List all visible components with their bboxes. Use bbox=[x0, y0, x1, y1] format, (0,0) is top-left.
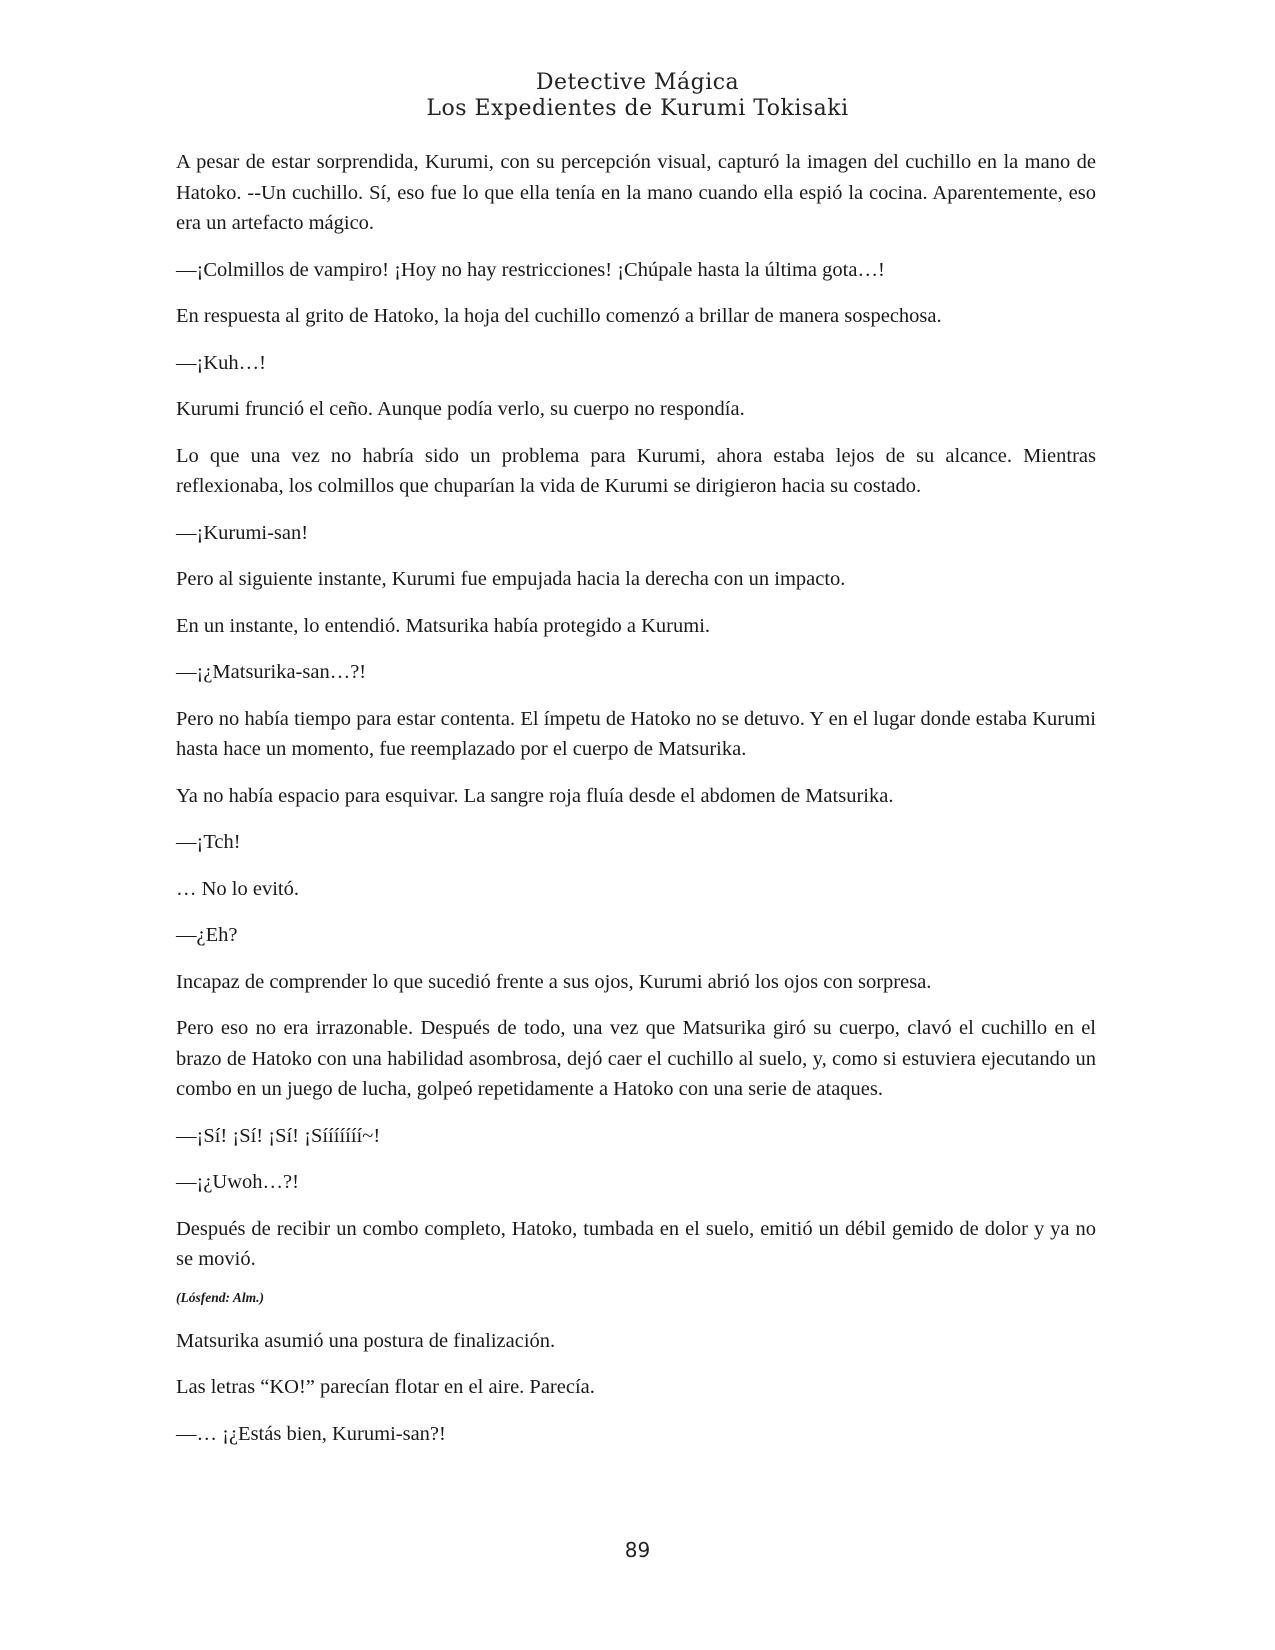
header-subtitle: Los Expedientes de Kurumi Tokisaki bbox=[426, 96, 849, 121]
paragraph: En un instante, lo entendió. Matsurika había protegido a Kurumi. bbox=[176, 614, 711, 637]
paragraph: —¿Eh? bbox=[176, 924, 238, 946]
paragraph: —… ¡¿Estás bien, Kurumi-san?! bbox=[176, 1422, 446, 1445]
paragraph: —¡¿Matsurika-san…?! bbox=[176, 661, 367, 683]
paragraph: Pero eso no era irrazonable. Después de todo, una vez que Matsurika giró su cuerpo, clavó el cuchillo en el brazo de Hatoko con una habilidad asombrosa, dejó caer el cuchillo al suelo, y, como si estuviera ejecutando un combo en un juego de lucha, golpeó repetidamente a Hatoko con una serie de ataques. bbox=[176, 1017, 1096, 1100]
paragraph: Después de recibir un combo completo, Hatoko, tumbada en el suelo, emitió un débil gemido de dolor y ya no se movió. bbox=[176, 1217, 1096, 1270]
header-title: Detective Mágica bbox=[535, 70, 740, 95]
paragraph: —¡Tch! bbox=[176, 831, 241, 853]
paragraph: Las letras “KO!” parecían flotar en el aire. Parecía. bbox=[176, 1376, 595, 1398]
paragraph: —¡Sí! ¡Sí! ¡Sí! ¡Sííííííí~! bbox=[176, 1124, 381, 1147]
running-header bbox=[0, 70, 1275, 122]
paragraph: Matsurika asumió una postura de finalización. bbox=[176, 1329, 556, 1352]
paragraph: Ya no había espacio para esquivar. La sangre roja fluía desde el abdomen de Matsurika. bbox=[176, 784, 894, 807]
paragraph: En respuesta al grito de Hatoko, la hoja del cuchillo comenzó a brillar de manera sospechosa. bbox=[176, 305, 942, 327]
page-number: 89 bbox=[624, 1538, 651, 1562]
body-text bbox=[176, 147, 1096, 1465]
paragraph: Pero al siguiente instante, Kurumi fue empujada hacia la derecha con un impacto. bbox=[176, 568, 846, 590]
paragraph: —¡¿Uwoh…?! bbox=[176, 1171, 299, 1193]
paragraph: Lo que una vez no habría sido un problema para Kurumi, ahora estaba lejos de su alcance. Mientras reflexionaba, los colmillos que chuparían la vida de Kurumi se dirigieron hacia su costado. bbox=[176, 444, 1096, 497]
paragraph: —¡Kurumi-san! bbox=[176, 521, 309, 544]
paragraph: Incapaz de comprender lo que sucedió frente a sus ojos, Kurumi abrió los ojos con sorpresa. bbox=[176, 970, 932, 993]
paragraph: —¡Kuh…! bbox=[176, 351, 266, 374]
paragraph: Pero no había tiempo para estar contenta. El ímpetu de Hatoko no se detuvo. Y en el lugar donde estaba Kurumi hasta hace un momento, fue reemplazado por el cuerpo de Matsurika. bbox=[176, 707, 1096, 760]
paragraph: Kurumi frunció el ceño. Aunque podía verlo, su cuerpo no respondía. bbox=[176, 398, 745, 420]
translator-note: (Lósfend: Alm.) bbox=[176, 1289, 264, 1305]
paragraph: … No lo evitó. bbox=[176, 877, 299, 900]
paragraph: A pesar de estar sorprendida, Kurumi, con su percepción visual, capturó la imagen del cuchillo en la mano de Hatoko. --Un cuchillo. Sí, eso fue lo que ella tenía en la mano cuando ella espió la cocina. Aparentemente, eso era un artefacto mágico. bbox=[176, 151, 1096, 234]
paragraph: —¡Colmillos de vampiro! ¡Hoy no hay restricciones! ¡Chúpale hasta la última gota…! bbox=[176, 258, 885, 281]
